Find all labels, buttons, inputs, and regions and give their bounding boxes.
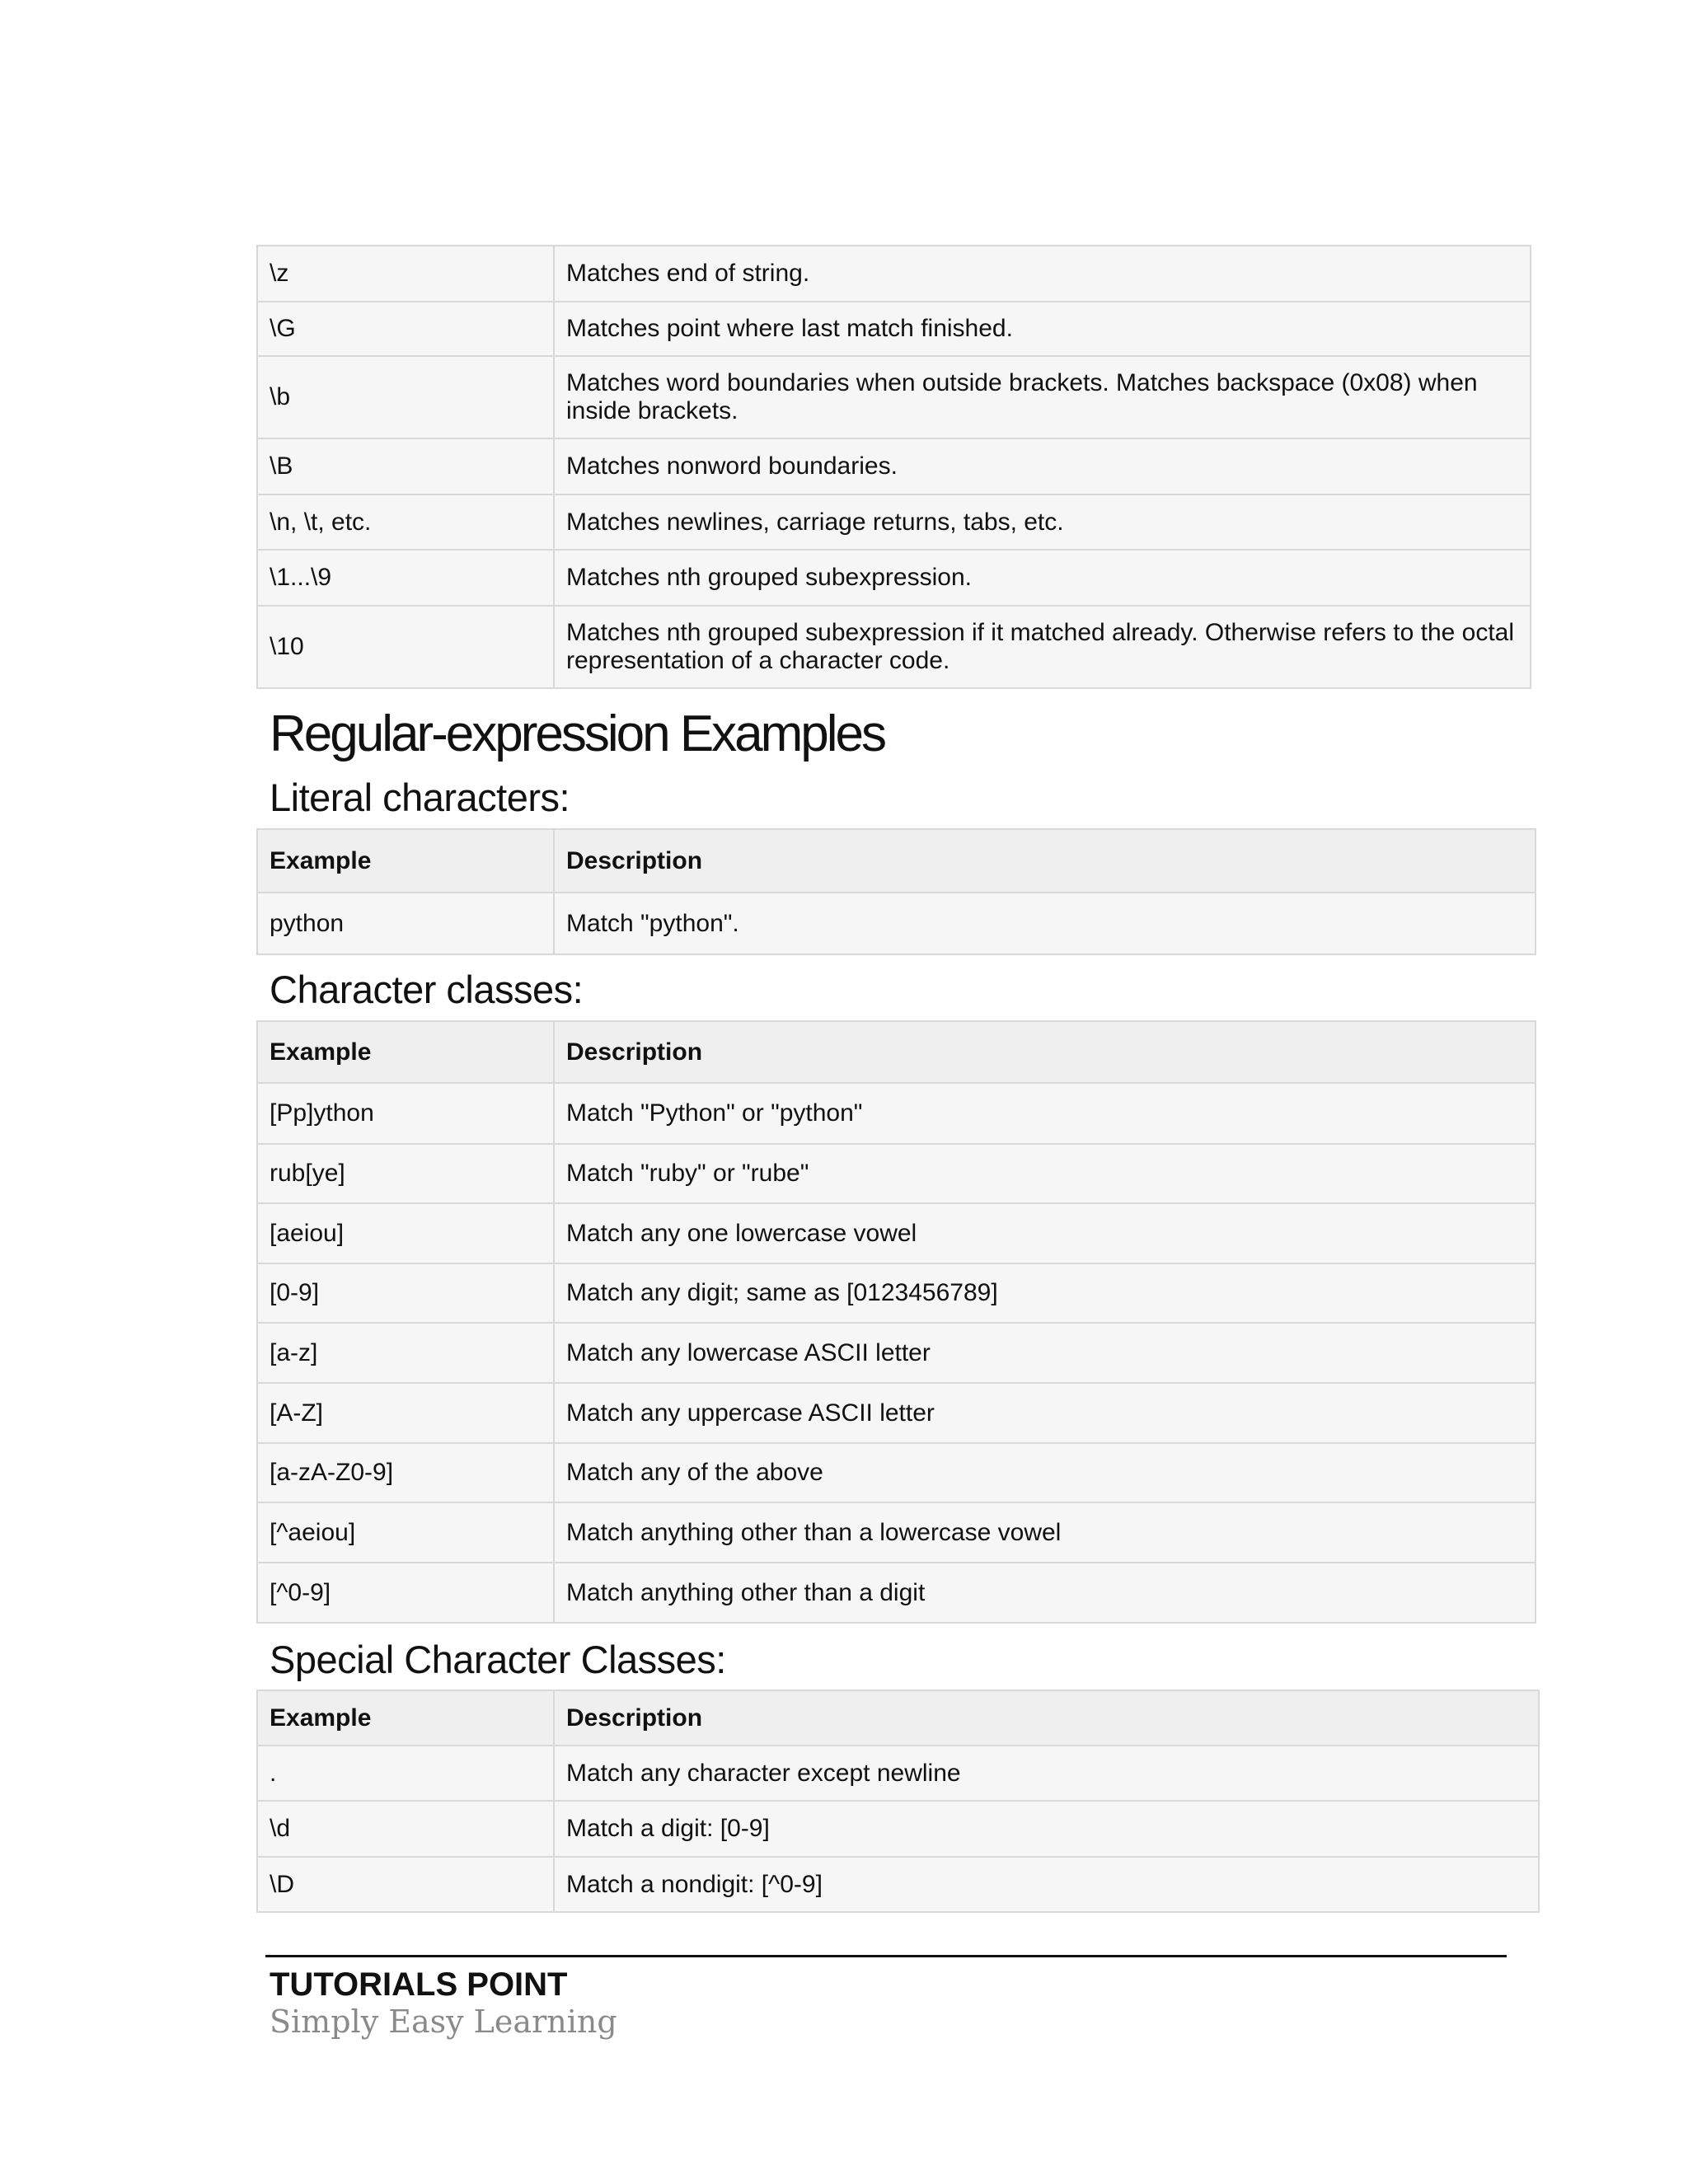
example-cell: \10 <box>257 606 554 688</box>
table-row <box>257 438 1531 494</box>
table-header-row <box>257 1021 1536 1083</box>
example-cell: \B <box>257 438 554 494</box>
table-row <box>257 1083 1536 1144</box>
char-classes-table <box>256 1020 1536 1624</box>
table-row <box>257 1263 1536 1323</box>
example-cell: [^aeiou] <box>257 1502 554 1563</box>
description-cell: Match "ruby" or "rube" <box>554 1144 1536 1203</box>
table-row <box>257 1563 1536 1623</box>
description-cell: Matches nth grouped subexpression. <box>554 550 1531 606</box>
char-classes-heading: Character classes: <box>270 968 584 1011</box>
metacharacter-table <box>256 245 1531 689</box>
column-header-example: Example <box>257 1021 554 1083</box>
literal-table <box>256 828 1536 955</box>
table-header-row <box>257 1690 1539 1746</box>
description-cell: Match anything other than a digit <box>554 1563 1536 1623</box>
table-header-row <box>257 829 1536 893</box>
example-cell: [a-zA-Z0-9] <box>257 1443 554 1502</box>
description-cell: Matches point where last match finished. <box>554 302 1531 356</box>
table-row <box>257 494 1531 550</box>
example-cell: [A-Z] <box>257 1383 554 1443</box>
example-cell: [Pp]ython <box>257 1083 554 1144</box>
description-cell: Match "python". <box>554 893 1536 954</box>
table-row <box>257 1857 1539 1912</box>
table-row <box>257 1443 1536 1502</box>
description-cell: Matches end of string. <box>554 246 1531 302</box>
example-cell: \D <box>257 1857 554 1912</box>
description-cell: Matches newlines, carriage returns, tabs, etc. <box>554 494 1531 550</box>
table-row <box>257 356 1531 438</box>
table-row <box>257 606 1531 688</box>
description-cell: Match a nondigit: [^0-9] <box>554 1857 1539 1912</box>
example-cell: \1...\9 <box>257 550 554 606</box>
table-row <box>257 1801 1539 1857</box>
column-header-example: Example <box>257 829 554 893</box>
table-row <box>257 550 1531 606</box>
description-cell: Match a digit: [0-9] <box>554 1801 1539 1857</box>
description-cell: Match any uppercase ASCII letter <box>554 1383 1536 1443</box>
literal-heading: Literal characters: <box>270 776 570 819</box>
special-classes-heading: Special Character Classes: <box>270 1638 726 1681</box>
table-row <box>257 302 1531 356</box>
example-cell: python <box>257 893 554 954</box>
example-cell: \z <box>257 246 554 302</box>
example-cell: . <box>257 1746 554 1801</box>
description-cell: Match any lowercase ASCII letter <box>554 1323 1536 1383</box>
section-title: Regular-expression Examples <box>270 705 885 762</box>
example-cell: [aeiou] <box>257 1203 554 1263</box>
table-row <box>257 1323 1536 1383</box>
column-header-description: Description <box>554 1690 1539 1746</box>
footer-brand: TUTORIALS POINT <box>270 1966 568 2003</box>
column-header-description: Description <box>554 829 1536 893</box>
table-row <box>257 246 1531 302</box>
table-row <box>257 1746 1539 1801</box>
column-header-description: Description <box>554 1021 1536 1083</box>
footer-tagline: Simply Easy Learning <box>270 2004 617 2040</box>
description-cell: Matches word boundaries when outside brackets. Matches backspace (0x08) when inside brackets. <box>554 356 1531 438</box>
example-cell: rub[ye] <box>257 1144 554 1203</box>
example-cell: [^0-9] <box>257 1563 554 1623</box>
table-row <box>257 1203 1536 1263</box>
description-cell: Match any one lowercase vowel <box>554 1203 1536 1263</box>
table-row <box>257 1502 1536 1563</box>
description-cell: Matches nonword boundaries. <box>554 438 1531 494</box>
description-cell: Match any character except newline <box>554 1746 1539 1801</box>
column-header-example: Example <box>257 1690 554 1746</box>
description-cell: Match anything other than a lowercase vowel <box>554 1502 1536 1563</box>
example-cell: [a-z] <box>257 1323 554 1383</box>
example-cell: \G <box>257 302 554 356</box>
table-row <box>257 1144 1536 1203</box>
footer-divider <box>265 1955 1507 1957</box>
description-cell: Match any of the above <box>554 1443 1536 1502</box>
example-cell: [0-9] <box>257 1263 554 1323</box>
special-classes-table <box>256 1690 1540 1913</box>
table-row <box>257 1383 1536 1443</box>
example-cell: \d <box>257 1801 554 1857</box>
description-cell: Matches nth grouped subexpression if it matched already. Otherwise refers to the octal representation of a character code. <box>554 606 1531 688</box>
table-row <box>257 893 1536 954</box>
description-cell: Match "Python" or "python" <box>554 1083 1536 1144</box>
example-cell: \b <box>257 356 554 438</box>
description-cell: Match any digit; same as [0123456789] <box>554 1263 1536 1323</box>
example-cell: \n, \t, etc. <box>257 494 554 550</box>
